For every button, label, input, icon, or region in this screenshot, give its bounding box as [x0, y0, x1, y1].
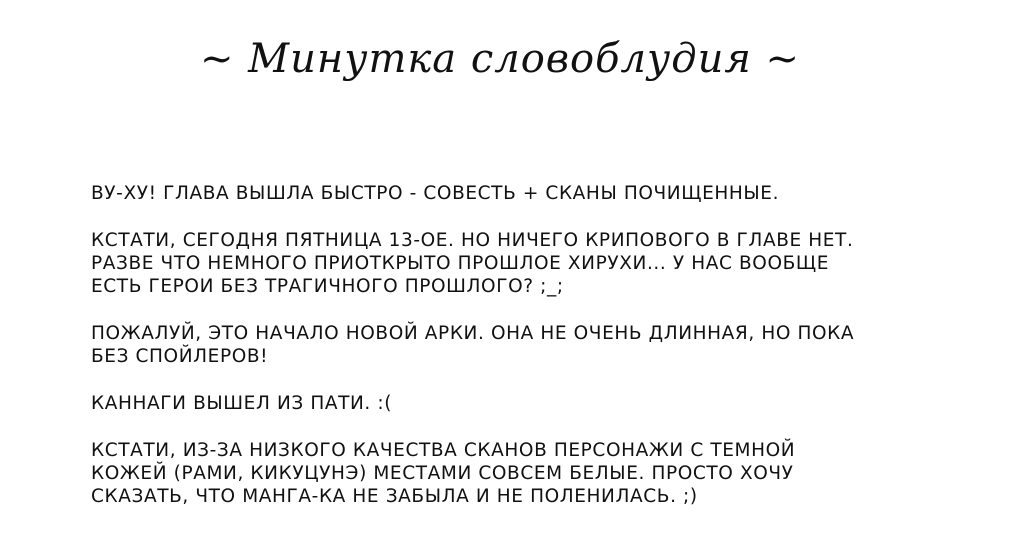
paragraph-4 — [91, 392, 971, 415]
text-line: КСТАТИ, ИЗ-ЗА НИЗКОГО КАЧЕСТВА СКАНОВ ПЕРСОНАЖИ С ТЕМНОЙ — [91, 440, 796, 461]
notes-body — [91, 182, 971, 532]
text-line: ВУ-ХУ! ГЛАВА ВЫШЛА БЫСТРО - СОВЕСТЬ + СКАНЫ ПОЧИЩЕННЫЕ. — [91, 183, 780, 204]
text-line: КАННАГИ ВЫШЕЛ ИЗ ПАТИ. :( — [91, 393, 393, 414]
text-line: КСТАТИ, СЕГОДНЯ ПЯТНИЦА 13-ОЕ. НО НИЧЕГО КРИПОВОГО В ГЛАВЕ НЕТ. — [91, 230, 854, 251]
paragraph-1 — [91, 182, 971, 205]
paragraph-2 — [91, 229, 971, 298]
text-line: СКАЗАТЬ, ЧТО МАНГА-КА НЕ ЗАБЫЛА И НЕ ПОЛЕНИЛАСЬ. ;) — [91, 486, 698, 507]
paragraph-5 — [91, 439, 971, 508]
text-line: КОЖЕЙ (РАМИ, КИКУЦУНЭ) МЕСТАМИ СОВСЕМ БЕЛЫЕ. ПРОСТО ХОЧУ — [91, 463, 794, 484]
text-line: РАЗВЕ ЧТО НЕМНОГО ПРИОТКРЫТО ПРОШЛОЕ ХИРУХИ... У НАС ВООБЩЕ — [91, 253, 830, 274]
text-line: БЕЗ СПОЙЛЕРОВ! — [91, 346, 269, 367]
page-title: ~ Минутка словоблудия ~ — [199, 36, 801, 82]
text-line: ЕСТЬ ГЕРОИ БЕЗ ТРАГИЧНОГО ПРОШЛОГО? ;_; — [91, 276, 564, 297]
paragraph-3 — [91, 322, 971, 368]
text-line: ПОЖАЛУЙ, ЭТО НАЧАЛО НОВОЙ АРКИ. ОНА НЕ ОЧЕНЬ ДЛИННАЯ, НО ПОКА — [91, 323, 855, 344]
